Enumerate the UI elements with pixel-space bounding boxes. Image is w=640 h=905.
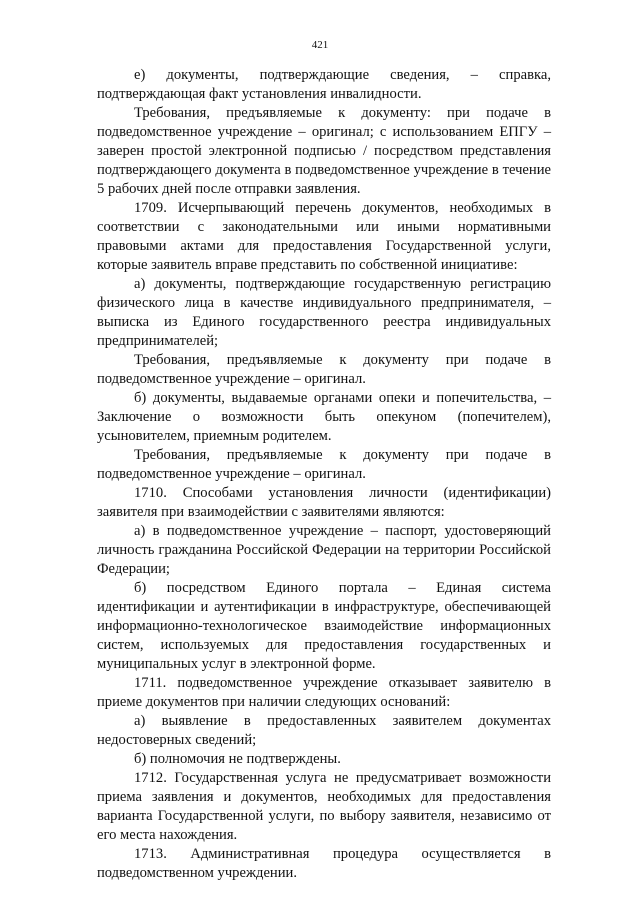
paragraph-7: Требования, предъявляемые к документу при подаче в подведомственное учреждение – оригинал. xyxy=(97,447,551,482)
paragraph-2: Требования, предъявляемые к документу: при подаче в подведомственное учреждение – оригинал; с использованием ЕПГУ – заверен простой электронной подписью / посредством представления подтверждающего документа в подведомственное учреждение в течение 5 рабочих дней после отправки заявления. xyxy=(97,105,551,197)
paragraph-15: 1713. Административная процедура осуществляется в подведомственном учреждении. xyxy=(97,846,551,881)
paragraph-13: б) полномочия не подтверждены. xyxy=(134,751,341,767)
paragraph-11: 1711. подведомственное учреждение отказывает заявителю в приеме документов при наличии следующих оснований: xyxy=(97,675,551,710)
paragraph-5: Требования, предъявляемые к документу при подаче в подведомственное учреждение – оригинал. xyxy=(97,352,551,387)
paragraph-3: 1709. Исчерпывающий перечень документов, необходимых в соответствии с законодательными или иными нормативными правовыми актами для предоставления Государственной услуги, которые заявитель вправе представить по собственной инициативе: xyxy=(97,200,551,273)
paragraph-10: б) посредством Единого портала – Единая система идентификации и аутентификации в инфраструктуре, обеспечивающей информационно-технологическое взаимодействие информационных систем, используемых для предоставления государственных и муниципальных услуг в электронной форме. xyxy=(97,580,551,672)
paragraph-6: б) документы, выдаваемые органами опеки и попечительства, – Заключение о возможности быть опекуном (попечителем), усыновителем, приемным родителем. xyxy=(97,390,551,444)
paragraph-9: а) в подведомственное учреждение – паспорт, удостоверяющий личность гражданина Российской Федерации на территории Российской Федерации; xyxy=(97,523,551,577)
document-body xyxy=(97,66,551,883)
paragraph-4: а) документы, подтверждающие государственную регистрацию физического лица в качестве индивидуального предпринимателя, – выписка из Единого государственного реестра индивидуальных предпринимателей; xyxy=(97,276,551,349)
paragraph-14: 1712. Государственная услуга не предусматривает возможности приема заявления и документов, необходимых для предоставления варианта Государственной услуги, по выбору заявителя, независимо от его места нахождения. xyxy=(97,770,551,843)
paragraph-12: а) выявление в предоставленных заявителем документах недостоверных сведений; xyxy=(97,713,551,748)
paragraph-8: 1710. Способами установления личности (идентификации) заявителя при взаимодействии с заявителями являются: xyxy=(97,485,551,520)
page-number: 421 xyxy=(311,39,329,51)
paragraph-1: е) документы, подтверждающие сведения, – справка, подтверждающая факт установления инвалидности. xyxy=(97,67,551,102)
